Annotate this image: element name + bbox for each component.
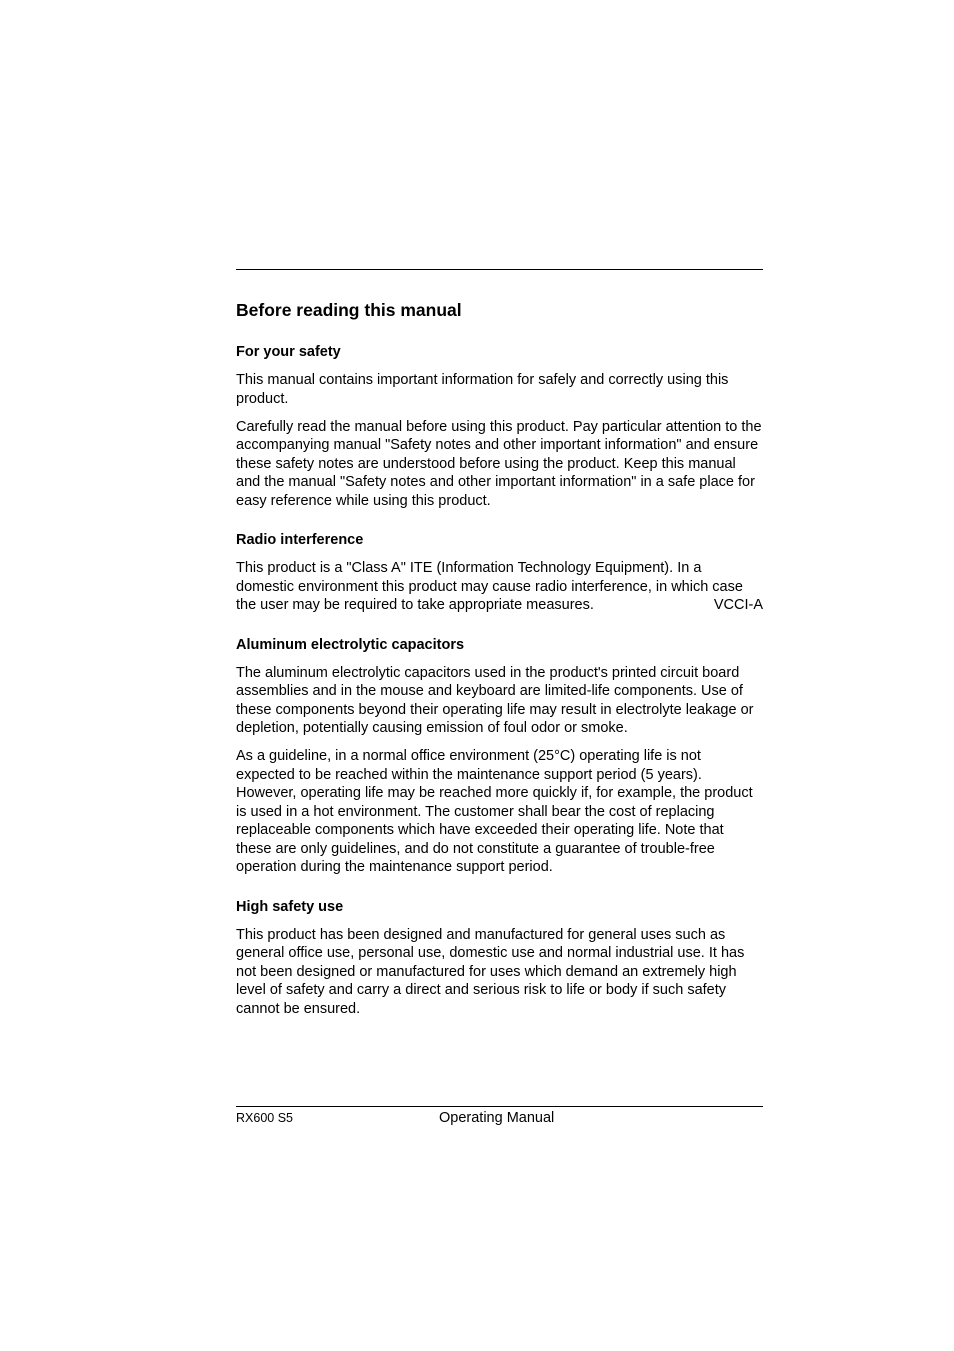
page-content xyxy=(236,298,763,1038)
paragraph: Carefully read the manual before using this product. Pay particular attention to the accompanying manual "Safety notes and other important information" and ensure these safety notes are understood before using the product. Keep this manual and the manual "Safety notes and other important information" in a safe place for easy reference while using this product. xyxy=(236,418,762,509)
footer-doc-type: Operating Manual xyxy=(439,1110,555,1126)
section-heading: For your safety xyxy=(236,344,341,360)
paragraph: This product has been designed and manufactured for general uses such as general office use, personal use, domestic use and normal industrial use. It has not been designed or manufactured for uses which demand an extremely high level of safety and carry a direct and serious risk to life or body if such safety cannot be ensured. xyxy=(236,926,745,1017)
section-high-safety-use xyxy=(236,897,763,1019)
page-title: Before reading this manual xyxy=(236,300,462,320)
paragraph xyxy=(236,559,763,615)
paragraph: As a guideline, in a normal office environment (25°C) operating life is not expected to be reached within the maintenance support period (5 years). However, operating life may be reached more quickly if, for example, the product is used in a hot environment. The customer shall bear the cost of replacing replaceable components which have exceeded their operating life. Note that these are only guidelines, and do not constitute a guarantee of trouble-free operation during the maintenance support period. xyxy=(236,748,753,875)
section-safety xyxy=(236,342,763,510)
header-rule xyxy=(236,269,763,270)
section-radio-interference xyxy=(236,530,763,615)
section-heading: High safety use xyxy=(236,898,344,915)
section-heading: Radio interference xyxy=(236,532,364,548)
section-heading: Aluminum electrolytic capacitors xyxy=(236,636,465,653)
paragraph-text: This product is a "Class A" ITE (Information Technology Equipment). In a domestic environment this product may cause radio interference, in which case the user may be required to take appropriate measures. xyxy=(236,560,743,613)
vcci-tag: VCCI-A xyxy=(713,597,763,613)
paragraph: The aluminum electrolytic capacitors used in the product's printed circuit board assemblies and in the mouse and keyboard are limited-life components. Use of these components beyond their operating life may result in electrolyte leakage or depletion, potentially causing emission of foul odor or smoke. xyxy=(236,664,754,736)
manual-page xyxy=(236,0,763,1351)
section-capacitors xyxy=(236,635,763,877)
footer-model: RX600 S5 xyxy=(236,1111,293,1125)
paragraph: This manual contains important information for safely and correctly using this product. xyxy=(236,372,729,407)
footer-rule xyxy=(236,1106,763,1107)
